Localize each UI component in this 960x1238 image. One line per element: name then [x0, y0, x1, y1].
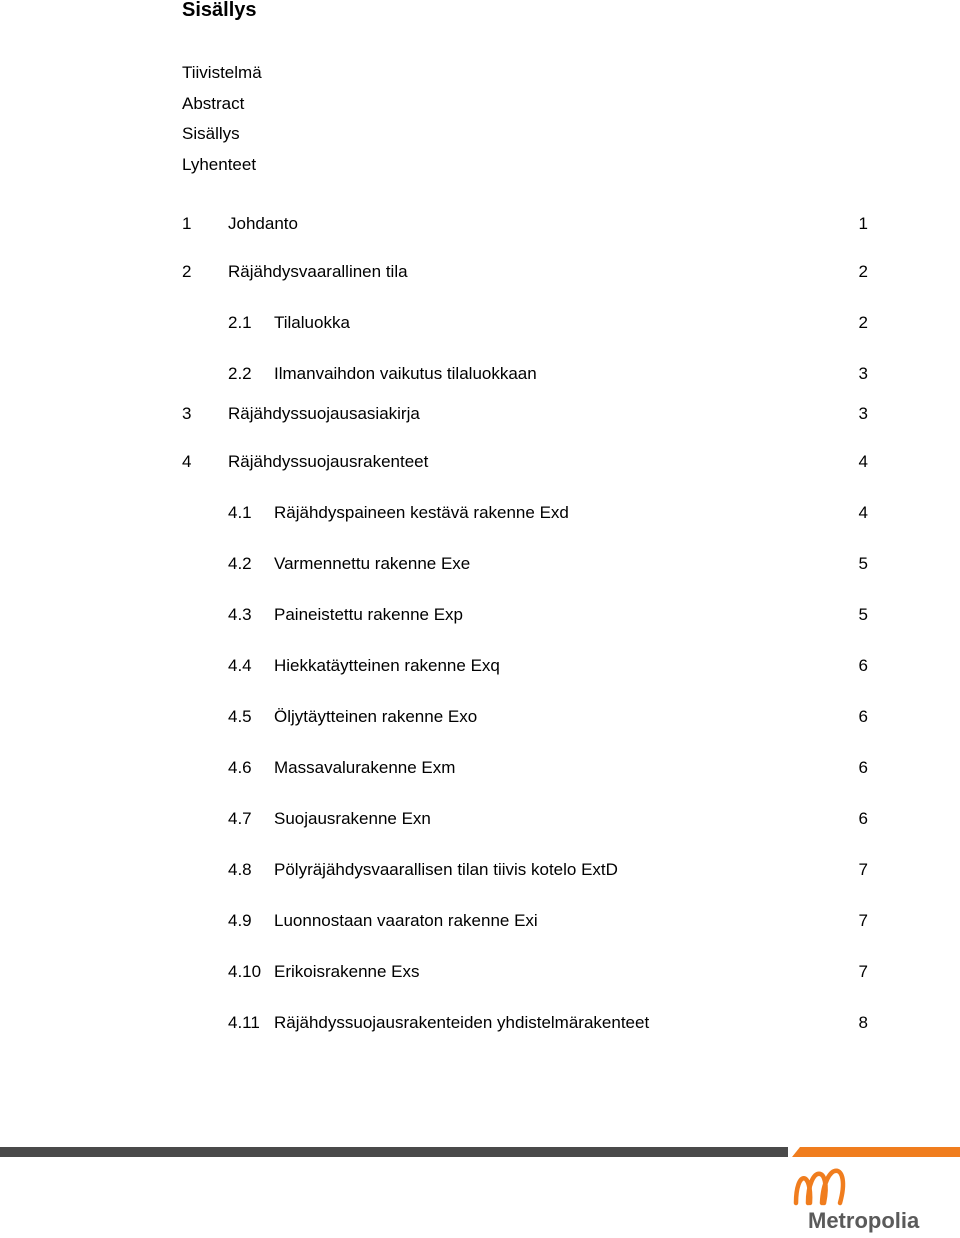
toc-entry-title: Räjähdyssuojausasiakirja: [228, 404, 420, 423]
toc-entry-number: 4.3: [228, 605, 252, 624]
toc-subentry: [182, 860, 868, 880]
toc-subentry: [182, 809, 868, 829]
toc-entry-page: 6: [858, 656, 868, 675]
toc-subentry: [182, 503, 868, 523]
toc-entry-number: 1: [182, 214, 192, 233]
toc-entry-number: 2.2: [228, 364, 252, 383]
metropolia-logo: [782, 1158, 932, 1233]
toc-entry-number: 4.10: [228, 962, 262, 981]
toc-entry-page: 7: [858, 962, 868, 981]
footer-bar: [0, 1147, 960, 1157]
toc-entry-title: Räjähdyspaineen kestävä rakenne Exd: [274, 503, 569, 522]
toc-entry-number: 2: [182, 262, 192, 281]
toc-entry-page: 3: [858, 364, 868, 383]
toc-entry-page: 4: [858, 503, 868, 522]
toc-entry-number: 4.11: [228, 1013, 260, 1032]
toc-entry-page: 7: [858, 860, 868, 879]
toc-entry-title: Johdanto: [228, 214, 298, 233]
toc-entry-page: 2: [858, 262, 868, 281]
toc-entry-page: 6: [858, 809, 868, 828]
toc-entry-page: 6: [858, 707, 868, 726]
logo-wordmark: Metropolia: [808, 1208, 920, 1233]
page-title: Sisällys: [182, 0, 257, 21]
footer-bar-gray: [0, 1147, 788, 1157]
toc-entry-title: Pölyräjähdysvaarallisen tilan tiivis kotelo ExtD: [274, 860, 618, 879]
toc-entry-number: 4.5: [228, 707, 252, 726]
toc-subentry: [182, 911, 868, 931]
toc-entry-page: 7: [858, 911, 868, 930]
toc-entry-number: 2.1: [228, 313, 252, 332]
toc-entry-title: Luonnostaan vaaraton rakenne Exi: [274, 911, 538, 930]
toc-entry-page: 5: [858, 554, 868, 573]
toc-entry-title: Räjähdysvaarallinen tila: [228, 262, 408, 281]
toc-entry-number: 3: [182, 404, 192, 423]
toc-subentry: [182, 758, 868, 778]
toc-entry-title: Hiekkatäytteinen rakenne Exq: [274, 656, 500, 675]
toc-entry-page: 3: [858, 404, 868, 423]
toc-entry-title: Ilmanvaihdon vaikutus tilaluokkaan: [274, 364, 537, 383]
toc-entry-page: 8: [858, 1013, 868, 1032]
toc-subentry: [182, 707, 868, 727]
toc-entry-number: 4.6: [228, 758, 252, 777]
toc-entry-number: 4.1: [228, 503, 252, 522]
toc-entry-title: Varmennettu rakenne Exe: [274, 554, 471, 573]
toc-entry-title: Erikoisrakenne Exs: [274, 962, 420, 981]
toc-subentry: [182, 554, 868, 574]
toc-subentry: [182, 962, 868, 982]
toc-entry-title: Paineistettu rakenne Exp: [274, 605, 464, 624]
toc-subentry: [182, 605, 868, 625]
toc-entry-title: Öljytäytteinen rakenne Exo: [274, 707, 478, 726]
toc-entry: [182, 262, 868, 282]
footer-bar-orange: [792, 1147, 960, 1157]
toc-entry-page: 4: [858, 452, 868, 471]
toc-entry-number: 4.2: [228, 554, 252, 573]
front-matter-item-contents: Sisällys: [182, 124, 240, 143]
toc-entry-number: 4.4: [228, 656, 252, 675]
toc-entry-number: 4.7: [228, 809, 252, 828]
toc-entry-page: 5: [858, 605, 868, 624]
toc-entry-number: 4.9: [228, 911, 252, 930]
toc-entry: [182, 404, 868, 424]
metropolia-logo-icon: [782, 1158, 932, 1233]
toc-entry: [182, 214, 868, 234]
toc-entry-page: 2: [858, 313, 868, 332]
toc-entry-page: 1: [858, 214, 868, 233]
toc-entry-number: 4.8: [228, 860, 252, 879]
toc-entry-title: Massavalurakenne Exm: [274, 758, 456, 777]
toc-subentry: [182, 1013, 868, 1033]
toc-entry-number: 4: [182, 452, 192, 471]
toc-entry-title: Suojausrakenne Exn: [274, 809, 431, 828]
front-matter-item-abstract-fi: Tiivistelmä: [182, 63, 262, 82]
toc-entry-title: Räjähdyssuojausrakenteet: [228, 452, 429, 471]
toc-subentry: [182, 364, 868, 384]
toc-subentry: [182, 656, 868, 676]
front-matter-item-abstract-en: Abstract: [182, 94, 245, 113]
front-matter-item-abbreviations: Lyhenteet: [182, 155, 257, 174]
toc-entry: [182, 452, 868, 472]
toc-subentry: [182, 313, 868, 333]
toc-entry-title: Räjähdyssuojausrakenteiden yhdistelmärakenteet: [274, 1013, 650, 1032]
toc-entry-title: Tilaluokka: [274, 313, 350, 332]
toc-entry-page: 6: [858, 758, 868, 777]
